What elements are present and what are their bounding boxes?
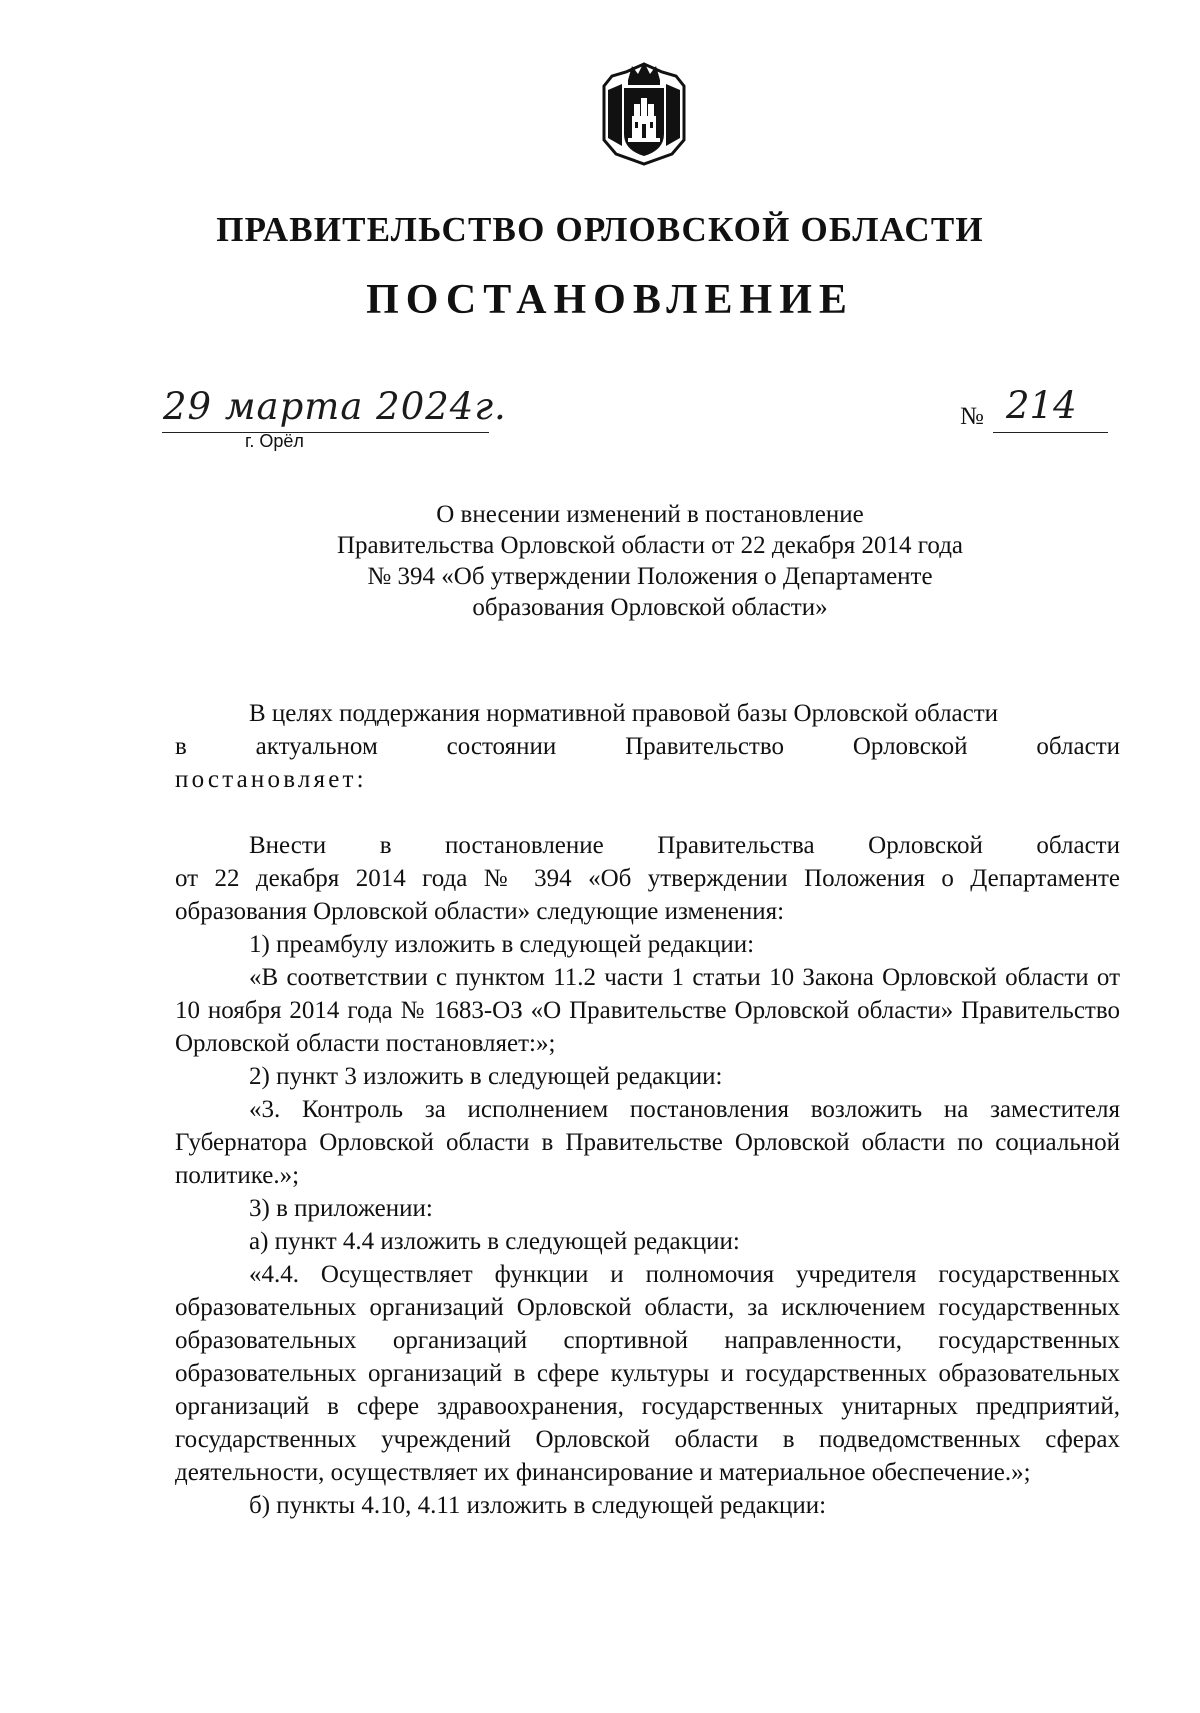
- item-3a: а) пункт 4.4 изложить в следующей редакции:: [249, 1228, 740, 1255]
- subject-line: образования Орловской области»: [472, 594, 828, 621]
- document-type-heading: ПОСТАНОВЛЕНИЕ: [366, 277, 854, 323]
- city-label: г. Орёл: [245, 431, 304, 451]
- paragraph-intro-rest: от 22 декабря 2014 года № 394 «Об утверждении Положения о Департаменте образования Орловской области» следующие изменения:: [175, 865, 1120, 925]
- organization-title: ПРАВИТЕЛЬСТВО ОРЛОВСКОЙ ОБЛАСТИ: [216, 210, 984, 249]
- item-3b: б) пункты 4.10, 4.11 изложить в следующей редакции:: [249, 1492, 827, 1519]
- preamble-resolves: постановляет:: [175, 766, 367, 793]
- item-1: 1) преамбулу изложить в следующей редакции:: [249, 931, 755, 958]
- paragraph-intro-line-1: Внести в постановление Правительства Орловской области: [249, 832, 1120, 859]
- item-3: 3) в приложении:: [249, 1195, 433, 1222]
- document-subject: [200, 499, 1100, 623]
- number-label: №: [960, 403, 984, 430]
- handwritten-date: 29 марта 2024г.: [163, 385, 507, 428]
- subject-line: № 394 «Об утверждении Положения о Департаменте: [367, 563, 933, 590]
- coat-of-arms-icon: [598, 58, 690, 166]
- main-content: [175, 829, 1120, 1522]
- item-1-text: «В соответствии с пунктом 11.2 части 1 статьи 10 Закона Орловской области от 10 ноября 2014 года № 1683-ОЗ «О Правительстве Орловской области» Правительство Орловской области постановляет:»;: [175, 964, 1120, 1057]
- item-2-text: «3. Контроль за исполнением постановления возложить на заместителя Губернатора Орловской области в Правительстве Орловской области по социальной политике.»;: [175, 1096, 1120, 1189]
- subject-line: О внесении изменений в постановление: [436, 501, 864, 528]
- handwritten-number: 214: [1006, 384, 1077, 427]
- preamble: [175, 697, 1120, 796]
- preamble-line-1: В целях поддержания нормативной правовой базы Орловской области: [249, 700, 999, 727]
- item-2: 2) пункт 3 изложить в следующей редакции:: [249, 1063, 723, 1090]
- item-3a-text: «4.4. Осуществляет функции и полномочия учредителя государственных образовательных организаций Орловской области, за исключением государственных образовательных организаций спортивной направленности, государственных образовательных организаций в сфере культуры и государственных образовательных организаций в сфере здравоохранения, государственных унитарных предприятий, государственных учреждений Орловской области в подведомственных сферах деятельности, осуществляет их финансирование и материальное обеспечение.»;: [175, 1261, 1120, 1486]
- subject-line: Правительства Орловской области от 22 декабря 2014 года: [336, 532, 964, 559]
- preamble-line-2: в актуальном состоянии Правительство Орловской области: [175, 733, 1120, 760]
